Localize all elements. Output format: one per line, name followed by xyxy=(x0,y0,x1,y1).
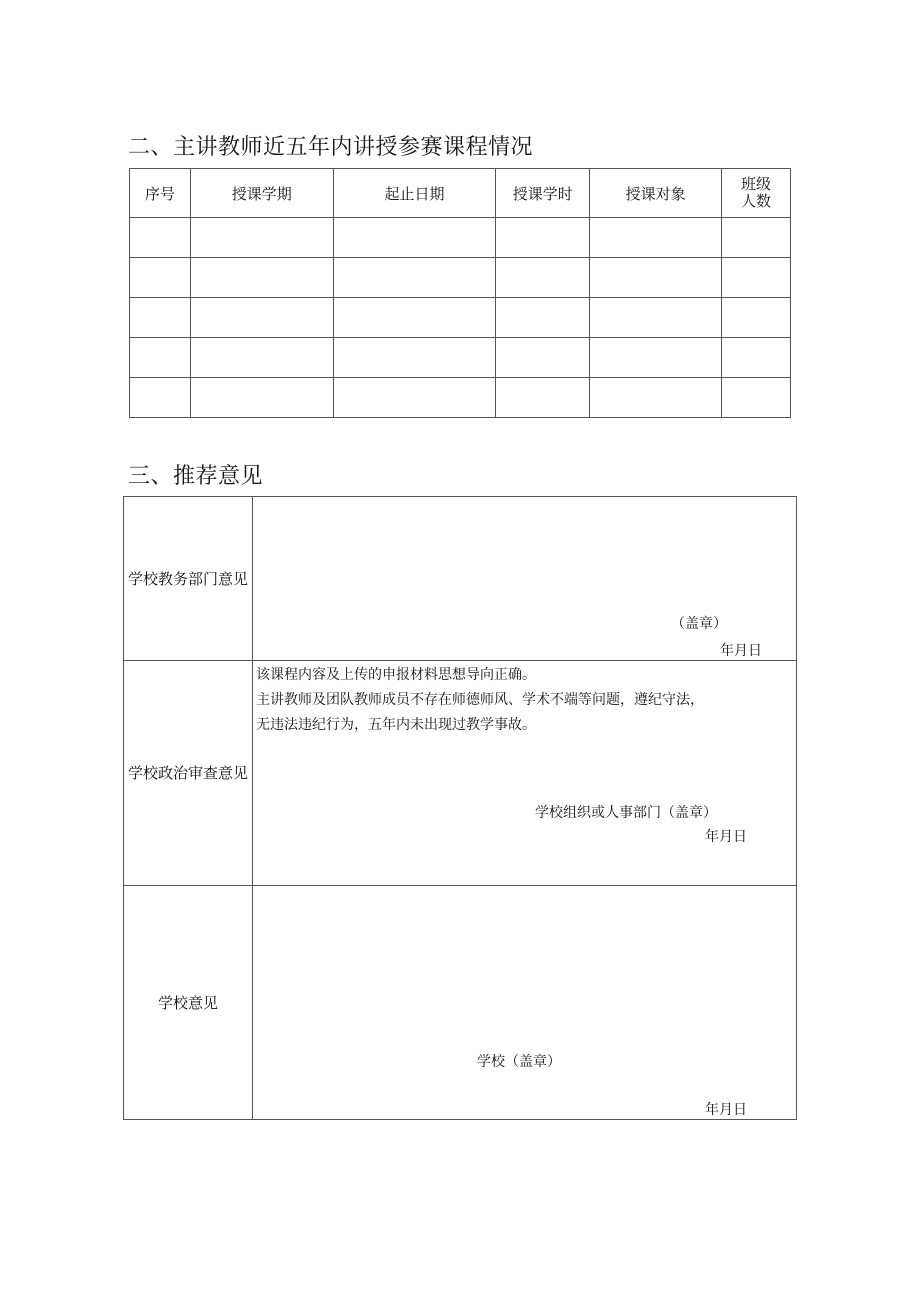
academic-affairs-row xyxy=(124,497,797,661)
column-header-index: 序号 xyxy=(130,169,191,218)
academic-affairs-date: 年月日 xyxy=(720,643,762,659)
table-cell[interactable] xyxy=(333,338,496,378)
political-review-row xyxy=(124,661,797,886)
academic-affairs-label: 学校教务部门意见 xyxy=(124,497,253,661)
section-3-title: 三、推荐意见 xyxy=(128,464,264,489)
table-cell[interactable] xyxy=(496,298,590,338)
school-date: 年月日 xyxy=(705,1102,747,1118)
table-cell[interactable] xyxy=(333,218,496,258)
table-row xyxy=(130,218,791,258)
table-cell[interactable] xyxy=(130,378,191,418)
table-cell[interactable] xyxy=(130,218,191,258)
column-header-class-size: 班级人数 xyxy=(722,169,791,218)
table-row xyxy=(130,258,791,298)
table-cell[interactable] xyxy=(496,258,590,298)
school-seal: 学校（盖章） xyxy=(477,1054,561,1070)
section-2-title: 二、主讲教师近五年内讲授参赛课程情况 xyxy=(128,135,534,160)
political-review-label: 学校政治审查意见 xyxy=(124,661,253,886)
table-cell[interactable] xyxy=(190,338,333,378)
statement-line: 主讲教师及团队教师成员不存在师德师风、学术不端等问题，遵纪守法， xyxy=(256,692,704,708)
table-cell[interactable] xyxy=(190,378,333,418)
table-cell[interactable] xyxy=(190,298,333,338)
table-cell[interactable] xyxy=(130,258,191,298)
table-header-row xyxy=(130,169,791,218)
course-teaching-table xyxy=(129,168,791,418)
political-review-seal: 学校组织或人事部门（盖章） xyxy=(535,805,717,821)
table-cell[interactable] xyxy=(722,298,791,338)
political-review-opinion-cell[interactable] xyxy=(253,661,797,886)
academic-affairs-seal: （盖章） xyxy=(671,616,727,632)
table-cell[interactable] xyxy=(333,258,496,298)
political-review-date: 年月日 xyxy=(705,829,747,845)
table-cell[interactable] xyxy=(590,218,722,258)
table-cell[interactable] xyxy=(496,338,590,378)
table-cell[interactable] xyxy=(496,378,590,418)
table-cell[interactable] xyxy=(590,378,722,418)
table-cell[interactable] xyxy=(590,338,722,378)
table-cell[interactable] xyxy=(496,218,590,258)
table-row xyxy=(130,298,791,338)
statement-line: 无违法违纪行为，五年内未出现过教学事故。 xyxy=(256,717,536,733)
table-cell[interactable] xyxy=(190,218,333,258)
column-header-date-range: 起止日期 xyxy=(333,169,496,218)
table-cell[interactable] xyxy=(722,338,791,378)
column-header-term: 授课学期 xyxy=(190,169,333,218)
school-opinion-cell[interactable] xyxy=(253,886,797,1120)
column-header-hours: 授课学时 xyxy=(496,169,590,218)
school-opinion-label: 学校意见 xyxy=(124,886,253,1120)
table-cell[interactable] xyxy=(590,298,722,338)
table-cell[interactable] xyxy=(333,378,496,418)
table-cell[interactable] xyxy=(722,218,791,258)
table-row xyxy=(130,378,791,418)
political-review-statement xyxy=(253,661,796,738)
table-cell[interactable] xyxy=(130,298,191,338)
school-opinion-row xyxy=(124,886,797,1120)
academic-affairs-opinion-cell[interactable] xyxy=(253,497,797,661)
table-cell[interactable] xyxy=(722,378,791,418)
table-row xyxy=(130,338,791,378)
table-cell[interactable] xyxy=(722,258,791,298)
table-cell[interactable] xyxy=(130,338,191,378)
table-cell[interactable] xyxy=(590,258,722,298)
recommendation-table xyxy=(123,496,797,1120)
statement-line: 该课程内容及上传的申报材料思想导向正确。 xyxy=(256,667,536,683)
table-cell[interactable] xyxy=(190,258,333,298)
column-header-audience: 授课对象 xyxy=(590,169,722,218)
table-cell[interactable] xyxy=(333,298,496,338)
